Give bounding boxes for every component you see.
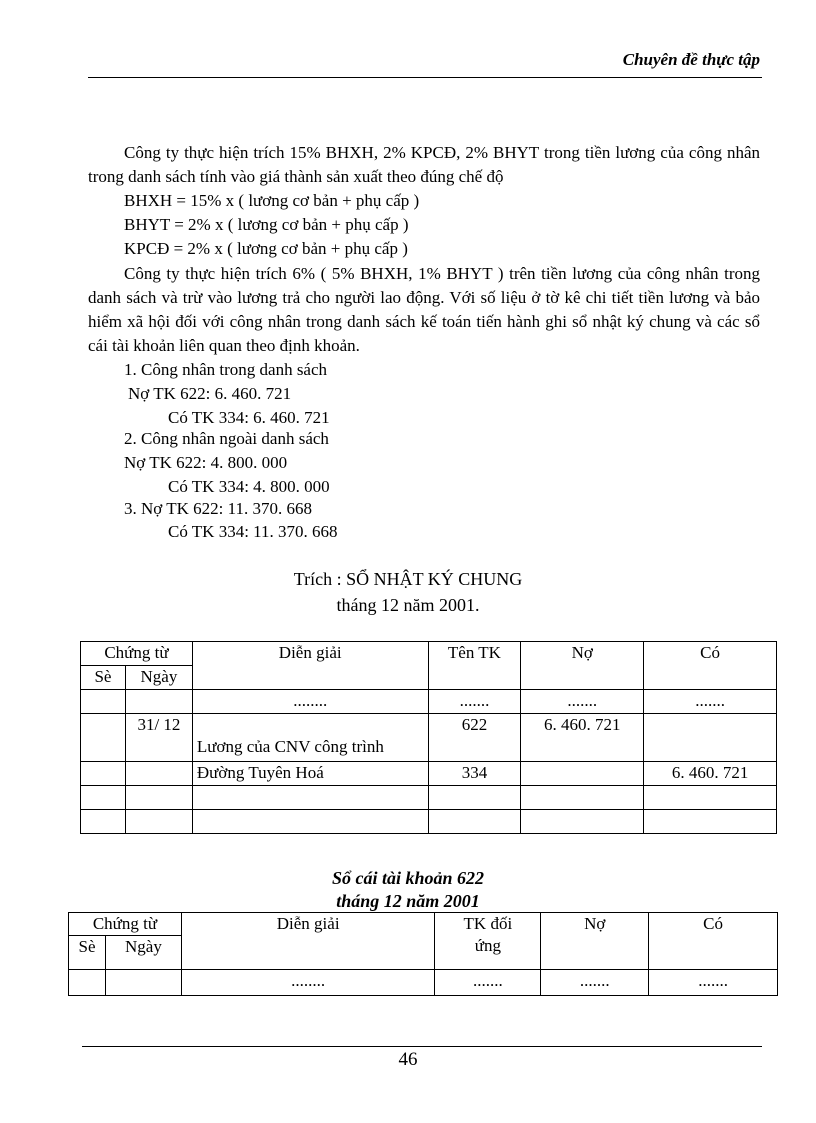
ellipsis-cell: .......	[428, 690, 521, 714]
col-contra-line-1: TK đối	[463, 914, 513, 933]
row-credit: 6. 460. 721	[644, 762, 777, 786]
row-account: 622	[428, 714, 521, 762]
header-divider	[88, 77, 762, 78]
col-credit: Có	[644, 642, 777, 690]
table-row	[81, 810, 777, 834]
paragraph-2: Công ty thực hiện trích 6% ( 5% BHXH, 1% BHYT ) trên tiền lương của công nhân trong danh sách và trừ vào lương trả cho người lao động. Với số liệu ở tờ kê chi tiết tiền lương và bảo hiểm xã hội đối với công nhân trong danh sách kế toán tiến hành ghi sổ nhật ký chung và các sổ cái tài khoản liên quan theo định khoản.	[88, 264, 760, 355]
col-account: Tên TK	[428, 642, 521, 690]
entry-1-title: 1. Công nhân trong danh sách	[124, 360, 328, 379]
header-title: Chuyên đề thực tập	[622, 50, 760, 69]
table-row	[81, 786, 777, 810]
col-voucher-no: Sè	[81, 666, 126, 690]
ellipsis-cell: .......	[541, 970, 649, 996]
journal-title: Trích : SỔ NHẬT KÝ CHUNG	[293, 569, 523, 589]
account-622-ledger-table	[68, 912, 778, 996]
formula-bhxh: BHXH = 15% x ( lương cơ bản + phụ cấp )	[124, 191, 420, 210]
entry-3-credit: Có TK 334: 11. 370. 668	[168, 522, 338, 541]
col-voucher-date: Ngày	[105, 936, 181, 970]
table-row	[69, 970, 778, 996]
col-debit: Nợ	[521, 642, 644, 690]
col-voucher-no: Sè	[69, 936, 106, 970]
entry-2-credit: Có TK 334: 4. 800. 000	[168, 477, 330, 496]
table-row	[81, 690, 777, 714]
formula-bhyt: BHYT = 2% x ( lương cơ bản + phụ cấp )	[124, 215, 409, 234]
ellipsis-cell: ........	[181, 970, 435, 996]
col-credit: Có	[649, 913, 778, 970]
entry-1-credit: Có TK 334: 6. 460. 721	[168, 408, 330, 427]
page-number: 46	[398, 1049, 418, 1070]
row-date: 31/ 12	[125, 714, 192, 762]
table-row	[81, 714, 777, 762]
ledger-title: Sổ cái tài khoản 622	[331, 868, 485, 888]
ellipsis-cell: .......	[521, 690, 644, 714]
footer-divider	[82, 1046, 762, 1047]
row-account: 334	[428, 762, 521, 786]
col-debit: Nợ	[541, 913, 649, 970]
ellipsis-cell: .......	[649, 970, 778, 996]
col-contra-account	[435, 913, 541, 970]
table-row	[81, 762, 777, 786]
entry-1-debit: Nợ TK 622: 6. 460. 721	[128, 384, 292, 403]
ellipsis-cell: .......	[644, 690, 777, 714]
general-journal-table	[80, 641, 777, 834]
row-description: Lương của CNV công trình	[192, 714, 428, 762]
paragraph-1: Công ty thực hiện trích 15% BHXH, 2% KPCĐ, 2% BHYT trong tiền lương của công nhân trong danh sách tính vào giá thành sản xuất theo đúng chế độ	[88, 143, 760, 186]
formula-kpcd: KPCĐ = 2% x ( lương cơ bản + phụ cấp )	[124, 239, 408, 258]
col-description: Diễn giải	[181, 913, 435, 970]
entry-2-title: 2. Công nhân ngoài danh sách	[124, 429, 329, 448]
col-contra-line-2: ứng	[474, 936, 501, 955]
journal-subtitle: tháng 12 năm 2001.	[336, 595, 480, 615]
row-description: Đường Tuyên Hoá	[192, 762, 428, 786]
col-voucher-date: Ngày	[125, 666, 192, 690]
ellipsis-cell: .......	[435, 970, 541, 996]
col-description: Diễn giải	[192, 642, 428, 690]
entry-2-debit: Nợ TK 622: 4. 800. 000	[124, 453, 288, 472]
col-voucher: Chứng từ	[69, 913, 182, 936]
entry-3-debit: 3. Nợ TK 622: 11. 370. 668	[124, 499, 312, 518]
ellipsis-cell: ........	[192, 690, 428, 714]
col-voucher: Chứng từ	[81, 642, 193, 666]
row-debit: 6. 460. 721	[521, 714, 644, 762]
ledger-subtitle: tháng 12 năm 2001	[336, 891, 480, 911]
